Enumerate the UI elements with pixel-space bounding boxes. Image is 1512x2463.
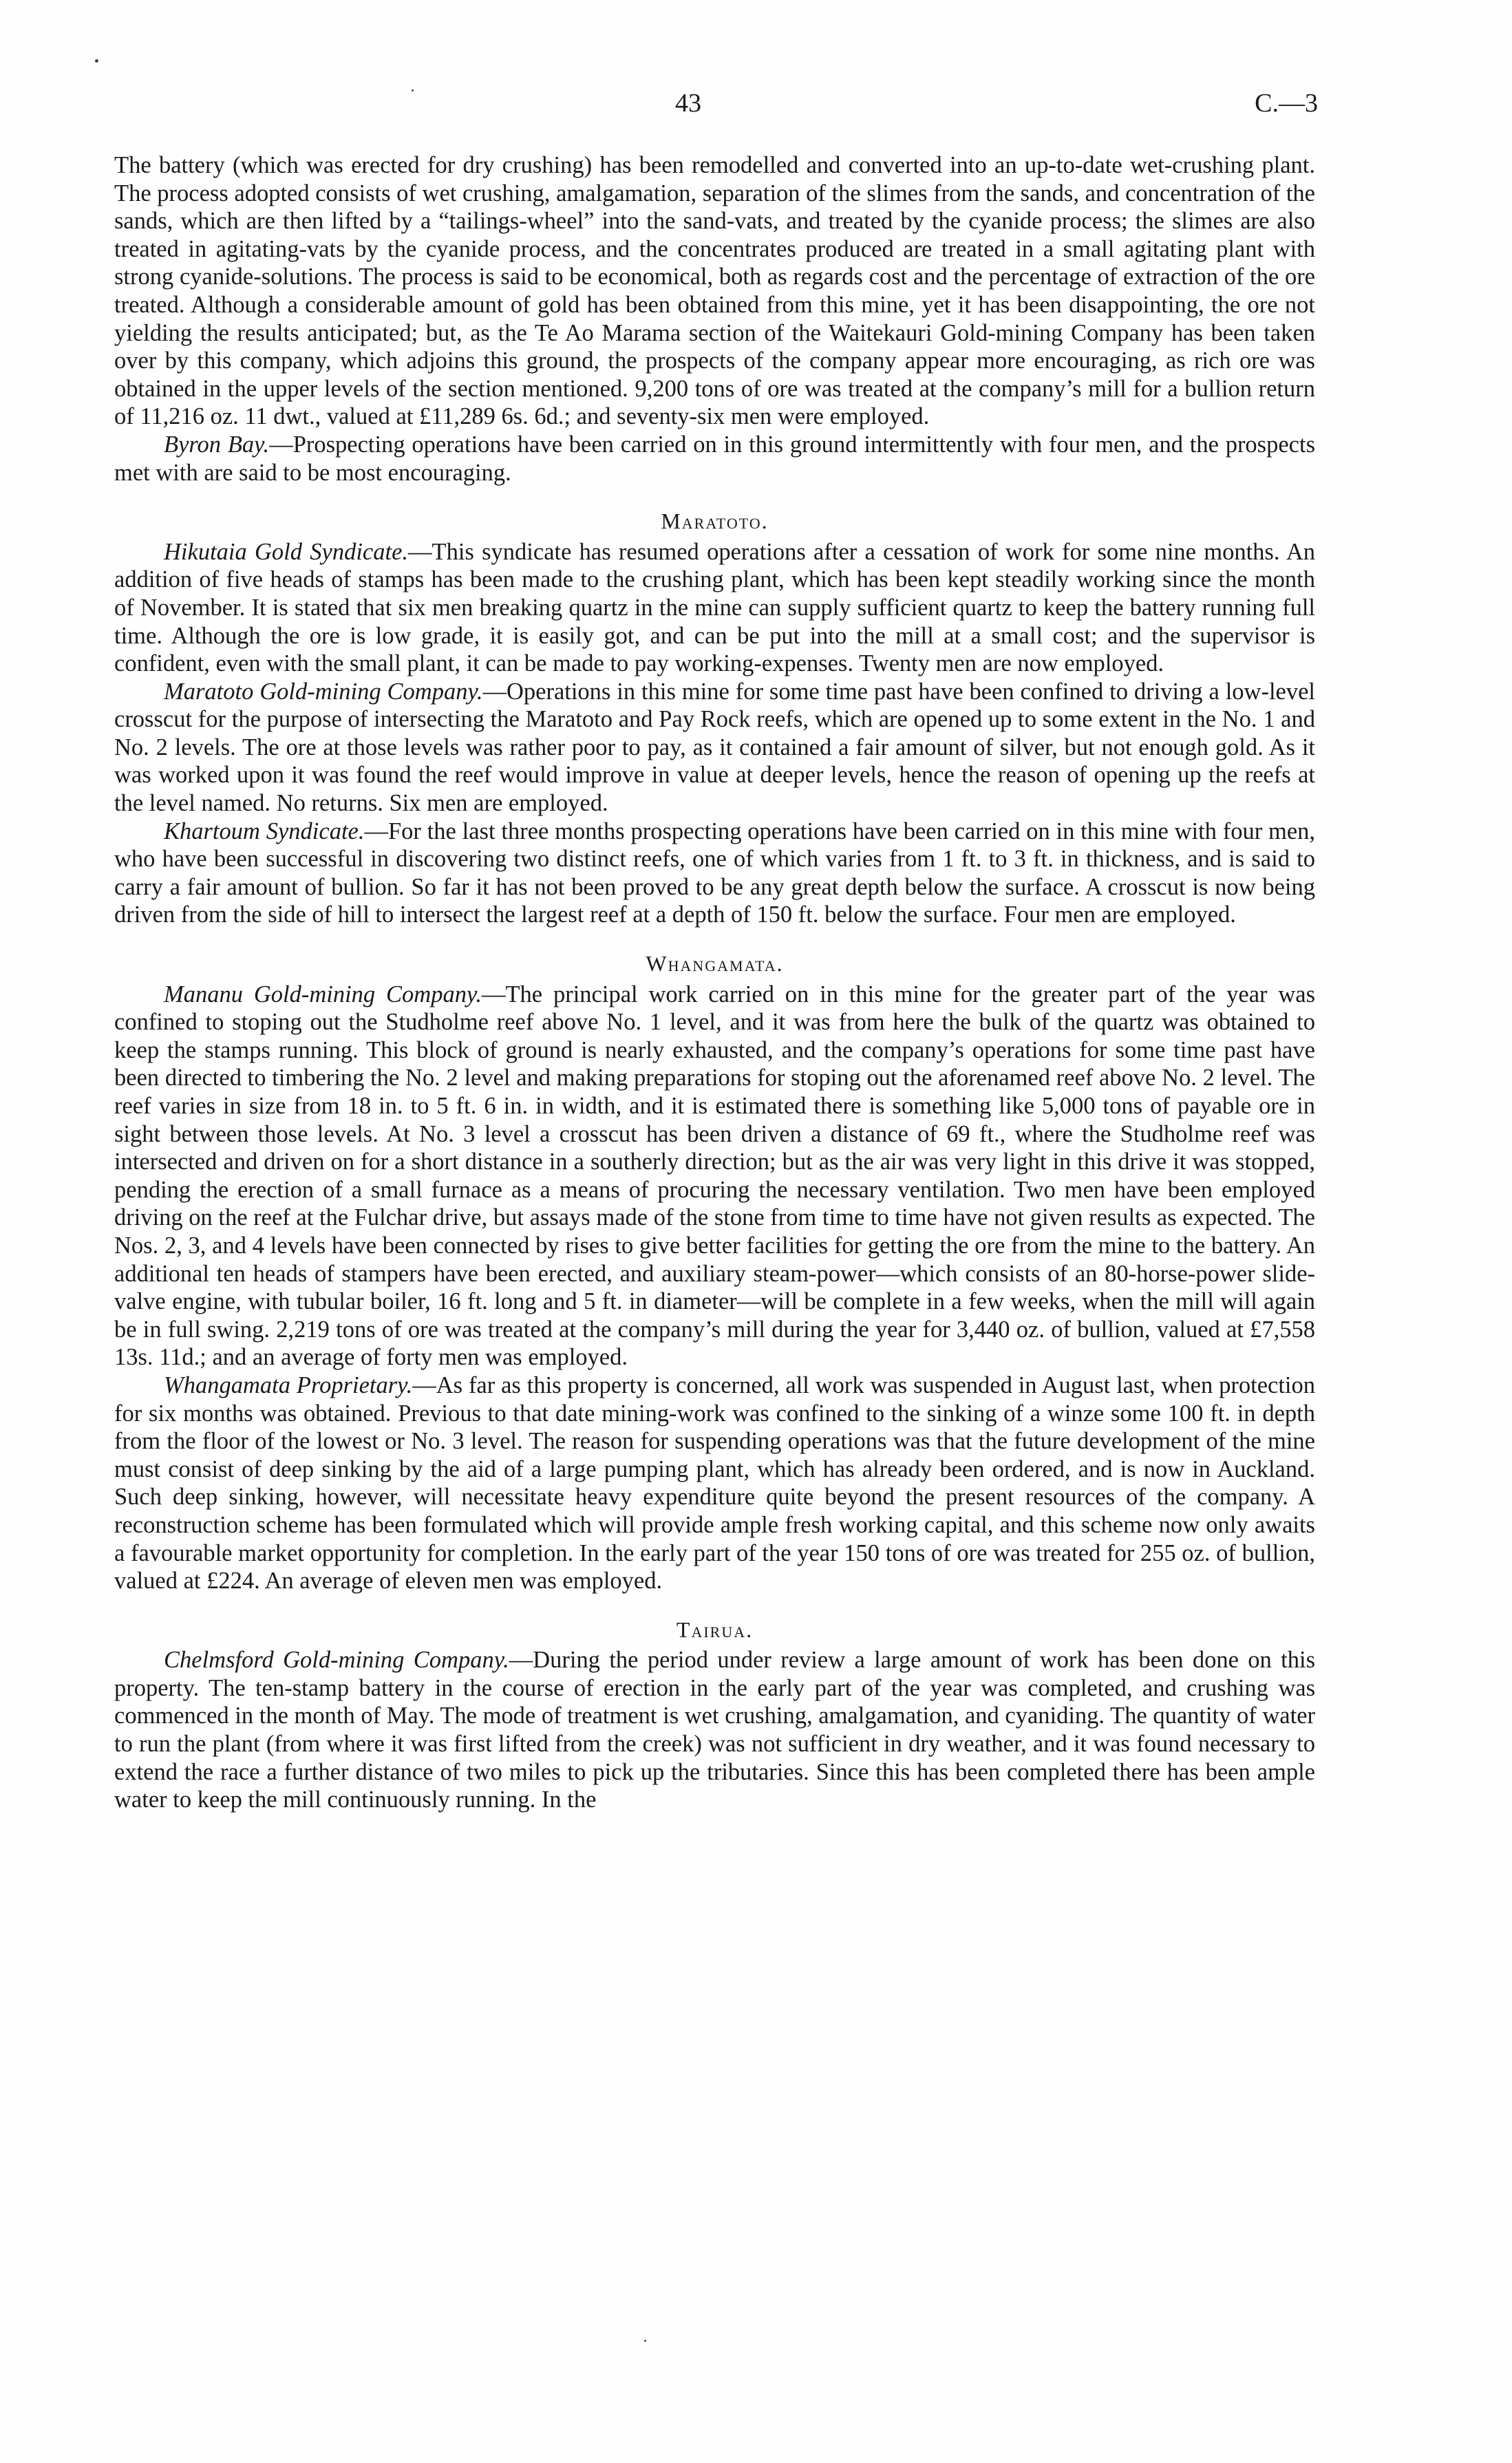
paragraph-subject: Byron Bay. [164, 431, 270, 458]
paragraph-subject: Khartoum Syndicate. [164, 818, 365, 844]
paragraph [114, 981, 1315, 1372]
paragraph-subject: Chelmsford Gold-mining Company. [164, 1647, 509, 1674]
paragraph-text: —Operations in this mine for some time past have been confined to driving a low-level crosscut for the purpose of intersecting the Maratoto and Pay Rock reefs, which are opened up to some extent in the No. 1 and No. 2 levels. The ore at those levels was rather poor to pay, as it contained a fair amount of silver, but not enough gold. As it was worked upon it was found the reef would improve in value at deeper levels, hence the reason of opening up the reefs at the level named. No returns. Six men are employed. [114, 678, 1315, 817]
paragraph-text: —As far as this property is concerned, all work was suspended in August last, when protection for six months was obtained. Previous to that date mining-work was confined to the sinking of a winze some 100 ft. in depth from the floor of the lowest or No. 3 level. The reason for suspending operations was that the future development of the mine must consist of deep sinking by the aid of a large pumping plant, which has already been ordered, and is now in Auckland. Such deep sinking, however, will necessitate heavy expenditure quite beyond the present resources of the company. A reconstruction scheme has been formulated which will provide ample fresh working capital, and this scheme now only awaits a favourable market opportunity for completion. In the early part of the year 150 tons of ore was treated for 255 oz. of bullion, valued at £224. An average of eleven men was employed. [114, 1372, 1315, 1595]
paragraph-text: —During the period under review a large amount of work has been done on this property. The ten-stamp battery in the course of erection in the early part of the year was completed, and crushing was commenced in the month of May. The mode of treatment is wet crushing, amalgamation, and cyaniding. The quantity of water to run the plant (from where it was first lifted from the creek) was not sufficient in dry weather, and it was found necessary to extend the race a further distance of two miles to pick up the tributaries. Since this has been completed there has been ample water to keep the mill continuously running. In the [114, 1647, 1315, 1813]
section-heading: Maratoto. [661, 509, 769, 534]
paragraph-text: —This syndicate has resumed operations after a cessation of work for some nine months. An addition of five heads of stamps has been made to the crushing plant, which has been kept steadily working since the month of November. It is stated that six men breaking quartz in the mine can supply sufficient quartz to keep the battery running full time. Although the ore is low grade, it is easily got, and can be put into the mill at a small cost; and the supervisor is confident, even with the small plant, it can be made to pay working-expenses. Twenty men are now employed. [114, 538, 1316, 677]
paragraph-subject: Whangamata Proprietary. [164, 1372, 413, 1398]
scan-speck [644, 2340, 646, 2342]
paragraph [114, 151, 1315, 431]
paragraph-subject: Hikutaia Gold Syndicate. [164, 538, 409, 565]
document-reference: C.—3 [1255, 89, 1318, 118]
paragraph [114, 678, 1315, 818]
section-heading: Whangamata. [646, 951, 784, 977]
paragraph-subject: Mananu Gold-mining Company. [164, 981, 482, 1007]
paragraph [114, 431, 1315, 487]
paragraph [114, 818, 1315, 929]
page-number: 43 [675, 89, 701, 118]
page-header [0, 88, 1512, 129]
section-continuation [114, 151, 1315, 487]
paragraph-text: The battery (which was erected for dry crushing) has been remodelled and converted into an up-to-date wet-crushing plant. The process adopted consists of wet crushing, amalgamation, separation of the slimes from the sands, and concentration of the sands, which are then lifted by a “tailings-wheel” into the sand-vats, and treated by the cyanide process; the slimes are also treated in agitating-vats by the cyanide process, and the concentrates produced are treated in a small agitating plant with strong cyanide-solutions. The process is said to be economical, both as regards cost and the percentage of extraction of the ore treated. Although a considerable amount of gold has been obtained from this mine, yet it has been disappointing, the ore not yielding the results anticipated; but, as the Te Ao Marama section of the Waitekauri Gold-mining Company has been taken over by this company, which adjoins this ground, the prospects of the company appear more encouraging, as rich ore was obtained in the upper levels of the section mentioned. 9,200 tons of ore was treated at the company’s mill for a bullion return of 11,216 oz. 11 dwt., valued at £11,289 6s. 6d.; and seventy-six men were employed. [114, 152, 1315, 430]
paragraph [114, 538, 1315, 678]
section-heading: Tairua. [676, 1617, 754, 1642]
scan-speck [95, 59, 98, 63]
scan-speck [412, 89, 414, 92]
section-maratoto [114, 507, 1315, 929]
paragraph-text: —The principal work carried on in this mine for the greater part of the year was confined to stoping out the Studholme reef above No. 1 level, and it was from here the bulk of the quartz was obtained to keep the stamps running. This block of ground is nearly exhausted, and the company’s operations for some time past have been directed to timbering the No. 2 level and making preparations for stoping out the aforenamed reef above No. 2 level. The reef varies in size from 18 in. to 5 ft. 6 in. in width, and it is estimated there is something like 5,000 tons of payable ore in sight between those levels. At No. 3 level a crosscut has been driven a distance of 69 ft., where the Studholme reef was intersected and driven on for a short distance in a southerly direction; but as the air was very light in this drive it was stopped, pending the erection of a small furnace as a means of procuring the necessary ventilation. Two men have been employed driving on the reef at the Fulchar drive, but assays made of the stone from time to time have not given results as expected. The Nos. 2, 3, and 4 levels have been connected by rises to give better facilities for getting the ore from the mine to the battery. An additional ten heads of stampers have been erected, and auxiliary steam-power—which consists of an 80-horse-power slide-valve engine, with tubular boiler, 16 ft. long and 5 ft. in diameter—will be complete in a few weeks, when the mill will again be in full swing. 2,219 tons of ore was treated at the company’s mill during the year for 3,440 oz. of bullion, valued at £7,558 13s. 11d.; and an average of forty men was employed. [114, 981, 1315, 1371]
paragraph [114, 1646, 1315, 1814]
paragraph-text: —Prospecting operations have been carried on in this ground intermittently with four men, and the prospects met with are said to be most encouraging. [114, 431, 1315, 486]
paragraph [114, 1372, 1315, 1595]
paragraph-subject: Maratoto Gold-mining Company. [164, 678, 483, 705]
paragraph-text: —For the last three months prospecting operations have been carried on in this mine with four men, who have been successful in discovering two distinct reefs, one of which varies from 1 ft. to 3 ft. in thickness, and is said to carry a fair amount of bullion. So far it has not been proved to be any great depth below the surface. A crosscut is now being driven from the side of hill to intersect the largest reef at a depth of 150 ft. below the surface. Four men are employed. [114, 818, 1316, 928]
section-whangamata [114, 950, 1315, 1595]
section-tairua [114, 1616, 1315, 1814]
page-body [114, 151, 1315, 1814]
